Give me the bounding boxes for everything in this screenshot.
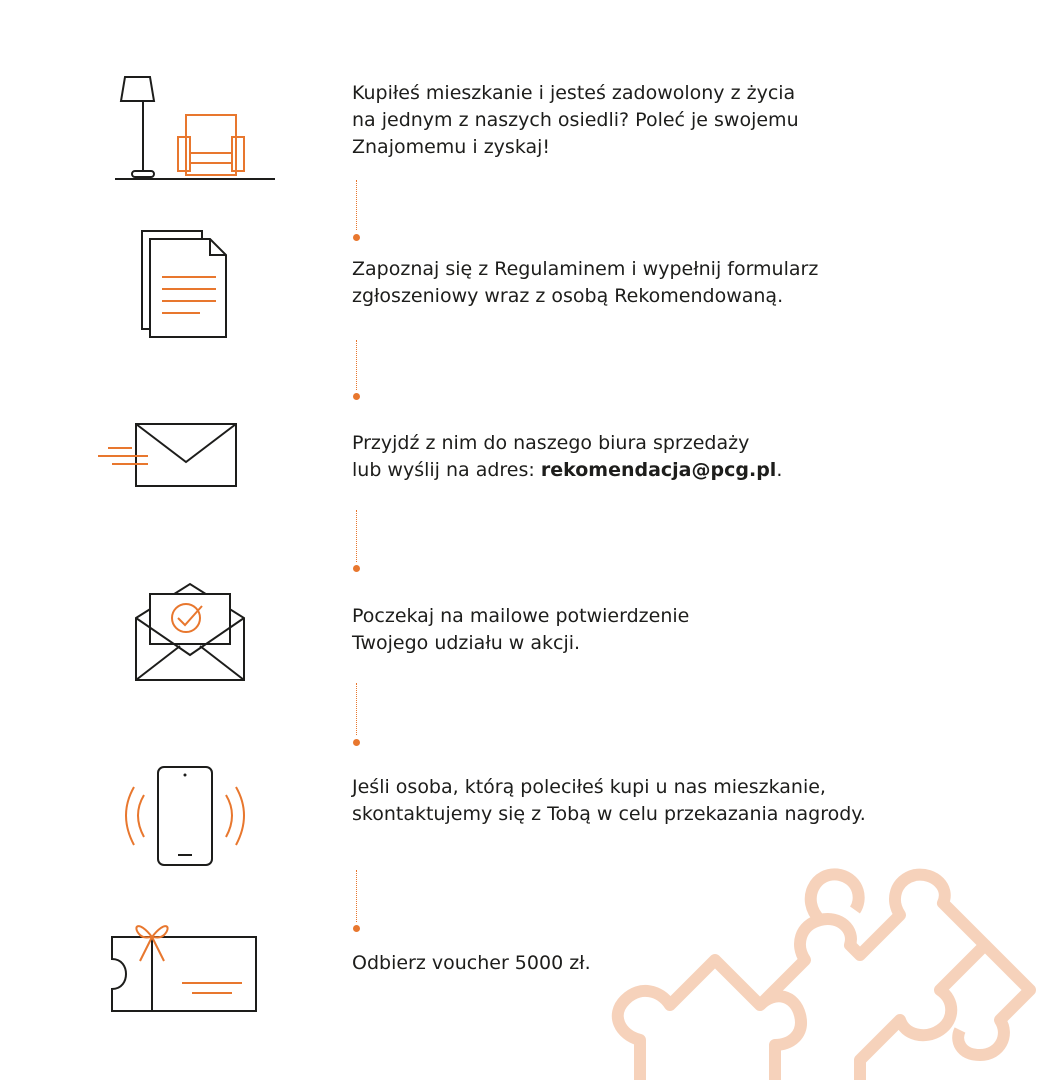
envelope-check-icon bbox=[130, 580, 250, 685]
step-3-line-1: Przyjdź z nim do naszego biura sprzedaży bbox=[352, 432, 750, 454]
step-2-line-1: Zapoznaj się z Regulaminem i wypełnij formularz bbox=[352, 258, 819, 280]
envelope-send-icon bbox=[96, 420, 246, 510]
connector-3 bbox=[356, 510, 357, 562]
step-4-line-1: Poczekaj na mailowe potwierdzenie bbox=[352, 605, 690, 627]
lamp-armchair-icon bbox=[110, 75, 280, 190]
step-2-line-2: zgłoszeniowy wraz z osobą Rekomendowaną. bbox=[352, 285, 784, 307]
connector-dot-4 bbox=[353, 739, 360, 746]
phone-ringing-icon bbox=[120, 765, 250, 885]
step-3-line-2-suffix: . bbox=[776, 459, 783, 481]
connector-5 bbox=[356, 870, 357, 922]
connector-2 bbox=[356, 340, 357, 390]
step-4-line-2: Twojego udziału w akcji. bbox=[352, 632, 581, 654]
voucher-icon bbox=[108, 915, 258, 1015]
email-link[interactable]: rekomendacja@pcg.pl bbox=[540, 459, 777, 481]
connector-4 bbox=[356, 683, 357, 735]
step-1-line-3: Znajomemu i zyskaj! bbox=[352, 136, 551, 158]
connector-dot-5 bbox=[353, 925, 360, 932]
step-5-line-2: skontaktujemy się z Tobą w celu przekazania nagrody. bbox=[352, 803, 866, 825]
connector-dot-3 bbox=[353, 565, 360, 572]
step-3-line-2 bbox=[352, 457, 782, 484]
connector-dot-2 bbox=[353, 393, 360, 400]
step-3-line-2-prefix: lub wyślij na adres: bbox=[352, 459, 541, 481]
document-icon bbox=[140, 225, 250, 340]
connector-1 bbox=[356, 180, 357, 230]
puzzle-decoration-icon bbox=[600, 840, 1064, 1080]
step-6-line-1: Odbierz voucher 5000 zł. bbox=[352, 952, 591, 974]
step-1-line-2: na jednym z naszych osiedli? Poleć je swojemu bbox=[352, 109, 799, 131]
step-1-line-1: Kupiłeś mieszkanie i jesteś zadowolony z życia bbox=[352, 82, 796, 104]
connector-dot-1 bbox=[353, 234, 360, 241]
step-5-line-1: Jeśli osoba, którą poleciłeś kupi u nas mieszkanie, bbox=[352, 776, 826, 798]
